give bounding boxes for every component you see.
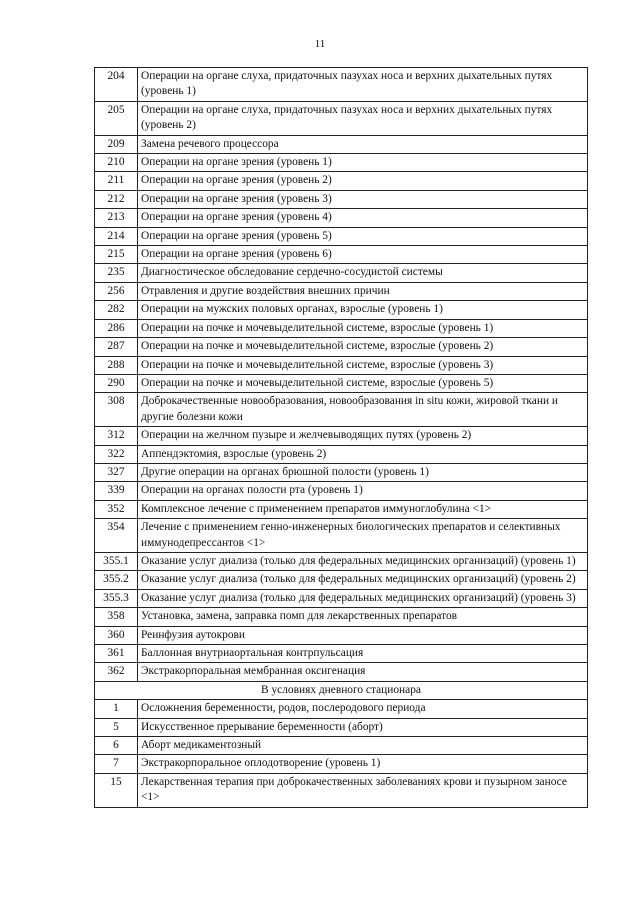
table-row bbox=[95, 663, 588, 681]
row-description: Замена речевого процессора bbox=[138, 135, 588, 153]
row-code: 290 bbox=[95, 374, 138, 392]
row-code: 209 bbox=[95, 135, 138, 153]
row-description: Оказание услуг диализа (только для федеральных медицинских организаций) (уровень 3) bbox=[138, 589, 588, 607]
table-row bbox=[95, 68, 588, 102]
table-row bbox=[95, 101, 588, 135]
row-description: Операции на органе зрения (уровень 5) bbox=[138, 227, 588, 245]
row-code: 312 bbox=[95, 427, 138, 445]
row-description: Операции на органе зрения (уровень 2) bbox=[138, 172, 588, 190]
row-code: 361 bbox=[95, 645, 138, 663]
row-description: Операции на органе зрения (уровень 6) bbox=[138, 246, 588, 264]
row-description: Установка, замена, заправка помп для лекарственных препаратов bbox=[138, 608, 588, 626]
table-row bbox=[95, 737, 588, 755]
row-code: 5 bbox=[95, 718, 138, 736]
row-code: 362 bbox=[95, 663, 138, 681]
row-description: Операции на почке и мочевыделительной системе, взрослые (уровень 5) bbox=[138, 374, 588, 392]
row-code: 327 bbox=[95, 463, 138, 481]
row-description: Диагностическое обследование сердечно-сосудистой системы bbox=[138, 264, 588, 282]
row-description: Операции на мужских половых органах, взрослые (уровень 1) bbox=[138, 301, 588, 319]
row-code: 308 bbox=[95, 393, 138, 427]
row-code: 355.2 bbox=[95, 571, 138, 589]
row-description: Аппендэктомия, взрослые (уровень 2) bbox=[138, 445, 588, 463]
row-description: Операции на почке и мочевыделительной системе, взрослые (уровень 3) bbox=[138, 356, 588, 374]
row-code: 214 bbox=[95, 227, 138, 245]
row-code: 286 bbox=[95, 319, 138, 337]
row-code: 360 bbox=[95, 626, 138, 644]
row-description: Оказание услуг диализа (только для федеральных медицинских организаций) (уровень 2) bbox=[138, 571, 588, 589]
row-description: Операции на органе зрения (уровень 3) bbox=[138, 190, 588, 208]
table-row bbox=[95, 718, 588, 736]
row-code: 355.3 bbox=[95, 589, 138, 607]
table-row bbox=[95, 374, 588, 392]
table-row bbox=[95, 172, 588, 190]
section-heading: В условиях дневного стационара bbox=[95, 681, 588, 699]
row-code: 288 bbox=[95, 356, 138, 374]
row-code: 6 bbox=[95, 737, 138, 755]
row-code: 322 bbox=[95, 445, 138, 463]
table-row bbox=[95, 227, 588, 245]
row-description: Операции на почке и мочевыделительной системе, взрослые (уровень 1) bbox=[138, 319, 588, 337]
table-row bbox=[95, 393, 588, 427]
row-description: Операции на органе зрения (уровень 1) bbox=[138, 154, 588, 172]
table-row bbox=[95, 482, 588, 500]
table-row bbox=[95, 356, 588, 374]
row-description: Аборт медикаментозный bbox=[138, 737, 588, 755]
table-row bbox=[95, 338, 588, 356]
row-description: Экстракорпоральное оплодотворение (уровень 1) bbox=[138, 755, 588, 773]
row-description: Другие операции на органах брюшной полости (уровень 1) bbox=[138, 463, 588, 481]
row-description: Оказание услуг диализа (только для федеральных медицинских организаций) (уровень 1) bbox=[138, 552, 588, 570]
row-code: 15 bbox=[95, 773, 138, 807]
row-description: Искусственное прерывание беременности (аборт) bbox=[138, 718, 588, 736]
row-code: 256 bbox=[95, 282, 138, 300]
row-code: 282 bbox=[95, 301, 138, 319]
row-code: 235 bbox=[95, 264, 138, 282]
table-row bbox=[95, 773, 588, 807]
table-row bbox=[95, 519, 588, 553]
table-row bbox=[95, 552, 588, 570]
row-description: Экстракорпоральная мембранная оксигенация bbox=[138, 663, 588, 681]
row-code: 354 bbox=[95, 519, 138, 553]
row-code: 205 bbox=[95, 101, 138, 135]
table-row bbox=[95, 626, 588, 644]
table-row bbox=[95, 282, 588, 300]
table-row bbox=[95, 589, 588, 607]
table-row bbox=[95, 427, 588, 445]
row-description: Лекарственная терапия при доброкачественных заболеваниях крови и пузырном заносе <1> bbox=[138, 773, 588, 807]
table-row bbox=[95, 500, 588, 518]
row-description: Операции на органах полости рта (уровень 1) bbox=[138, 482, 588, 500]
row-code: 215 bbox=[95, 246, 138, 264]
row-code: 339 bbox=[95, 482, 138, 500]
table-row bbox=[95, 154, 588, 172]
row-code: 204 bbox=[95, 68, 138, 102]
row-description: Операции на почке и мочевыделительной системе, взрослые (уровень 2) bbox=[138, 338, 588, 356]
row-code: 287 bbox=[95, 338, 138, 356]
page-number: 11 bbox=[314, 38, 326, 50]
row-code: 212 bbox=[95, 190, 138, 208]
row-code: 352 bbox=[95, 500, 138, 518]
section-row bbox=[95, 681, 588, 699]
table-row bbox=[95, 463, 588, 481]
row-code: 7 bbox=[95, 755, 138, 773]
row-description: Отравления и другие воздействия внешних причин bbox=[138, 282, 588, 300]
table-row bbox=[95, 755, 588, 773]
table-row bbox=[95, 700, 588, 718]
row-description: Лечение с применением генно-инженерных биологических препаратов и селективных иммунодепрессантов <1> bbox=[138, 519, 588, 553]
row-code: 210 bbox=[95, 154, 138, 172]
row-code: 213 bbox=[95, 209, 138, 227]
row-description: Операции на органе слуха, придаточных пазухах носа и верхних дыхательных путях (уровень 1) bbox=[138, 68, 588, 102]
csg-table bbox=[94, 67, 588, 808]
table-row bbox=[95, 264, 588, 282]
row-description: Операции на желчном пузыре и желчевыводящих путях (уровень 2) bbox=[138, 427, 588, 445]
row-description: Осложнения беременности, родов, послеродового периода bbox=[138, 700, 588, 718]
row-code: 358 bbox=[95, 608, 138, 626]
row-code: 355.1 bbox=[95, 552, 138, 570]
row-description: Доброкачественные новообразования, новообразования in situ кожи, жировой ткани и другие болезни кожи bbox=[138, 393, 588, 427]
row-description: Операции на органе слуха, придаточных пазухах носа и верхних дыхательных путях (уровень 2) bbox=[138, 101, 588, 135]
table-row bbox=[95, 135, 588, 153]
table-row bbox=[95, 445, 588, 463]
table-row bbox=[95, 571, 588, 589]
row-code: 211 bbox=[95, 172, 138, 190]
table-row bbox=[95, 301, 588, 319]
row-description: Баллонная внутриаортальная контрпульсация bbox=[138, 645, 588, 663]
table-row bbox=[95, 190, 588, 208]
table-row bbox=[95, 209, 588, 227]
row-description: Реинфузия аутокрови bbox=[138, 626, 588, 644]
table-row bbox=[95, 608, 588, 626]
table-row bbox=[95, 645, 588, 663]
table-row bbox=[95, 246, 588, 264]
row-description: Комплексное лечение с применением препаратов иммуноглобулина <1> bbox=[138, 500, 588, 518]
row-code: 1 bbox=[95, 700, 138, 718]
row-description: Операции на органе зрения (уровень 4) bbox=[138, 209, 588, 227]
table-row bbox=[95, 319, 588, 337]
table-body bbox=[95, 68, 588, 808]
